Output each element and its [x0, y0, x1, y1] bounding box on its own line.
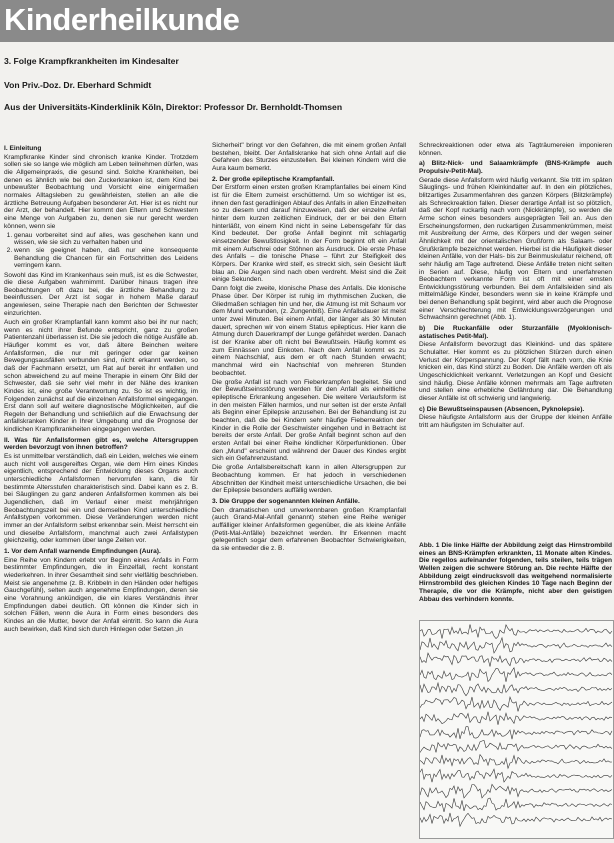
eeg-trace-line	[420, 798, 612, 812]
paragraph: Auch ein großer Krampfanfall kann kommt also bei ihr nur nach; wenn es nicht ihrer Befunde entspricht, ganz zu großen Patientenzahl überlassen ist. Die sie jedoch die nötige Ausfälle ab. Häufiger kommt es vor, daß ältere Beinchen weitere Anfallsformen, die nur mit geringer oder gar keinen Bewegungsausfällen verbunden sind, nicht erkannt werden, so daß der Fachmann ersetzt, um Rat auf bereit ihr entfallen und schon abweichend zu auf meine Therapie in einem Ohr Bild der Schwester, daß sie sehr viel mehr in der Nähe des kranken Kindes ist, eine große Verantwortung zu. So ist es wichtig, im Folgenden zunächst auf die einzelnen Anfallsformel eingegangen. Erst dann soll auf weitere diagnostische Möglichkeiten, auf die Regeln der Behandlung und schließlich auf die Erwachsung der anfallskranken Kinder in Ihrer Umgebung und die Prognose der kindlichen Krampfkrankheiten eingegangen werden.	[4, 318, 198, 434]
subsection-heading-bns: a) Blitz-Nick- und Salaamkrämpfe (BNS-Krämpfe auch Propulsiv-Petit-Mal).	[419, 160, 612, 175]
article-column-2	[212, 142, 406, 837]
eeg-trace-line	[420, 784, 612, 798]
eeg-trace-line	[420, 740, 612, 752]
paragraph: Diese Anfallsform bevorzugt das Kleinkind- und das spätere Schulalter. Hier kommt es zu plötzlichen Stürzen durch einen Verlust der Körperspannung. Der Kopf fällt nach vorn, die Knie knicken ein, das Kind stürzt zu Boden. Die Anfälle werden oft als Ungeschicklichkeit verkannt. Verletzungen an Kopf und Gesicht sind häufig. Diese Anfälle können mehrmals am Tage auftreten und stellen eine erhebliche Gefährdung dar. Die Behandlung dieser Anfälle ist oft schwierig und langwierig.	[419, 341, 612, 402]
eeg-trace-line	[420, 653, 612, 667]
figure-eeg	[419, 542, 612, 837]
eeg-trace-image	[419, 620, 614, 839]
paragraph: Es ist unmittelbar verständlich, daß ein Leiden, welches wie einem auch nicht voll ausgereiftes Organ, wie dem Hirn eines Kindes eigentlich, entsprechend der Entwicklung dieses Organs auch unterschiedliche Anfallsformen hervorrufen kann, die für bestimmte Altersstufen charakteristisch sind. Dabei kann es z. B. bei Säuglingen zu ganz anderen Anfallsformen kommen als bei Jugendlichen, daß im Verlauf einer meist mehrjährigen Beobachtungszeit bei ein und demselben Kind unterschiedliche Anfallstypen vorkommen. Diese Veränderungen werden nicht immer an der Anfallsform selbst erkennbar sein. Meist herrscht ein und dieselbe Anfallsform, manchmal auch zwei Anfallstypen gleichzeitig, oder kommen über lange Zeiten vor.	[4, 453, 198, 545]
eeg-trace-line	[420, 755, 612, 769]
eeg-trace-graphic	[420, 621, 613, 838]
paragraph: Gerade diese Anfallsform wird häufig verkannt. Sie tritt im späten Säuglings- und frühen Kleinkindalter auf. In den ein plötzliches, blitzartiges Zusammenfahren des ganzen Körpers (Blitzkrämpfe) als Schreckreaktion fallen. Dieser derartige Anfall ist so plötzlich, daß der Kopf ruckartig nach vorn (Nickkrämpfe), so werden die Arme schon eines besonders ausgeprägten Teil an. Aus den Erscheinungsformen, den ruckartigen Zusammenkrümmen, meist mit Ausbreitung der Arme, des Körpers und der wegen seiner Ähnlichkeit mit der orientalischen Grußform als Salaam- oder Grußkrämpfe bezeichnet werden. Hierbei ist die Häufigkeit dieser kleinen Anfälle, von der Hals- bis zur Beinmuskulatur reichend, oft sehr häufig am Tage auftretend. Diese Anfälle treten nicht selten in Serien auf. Diese, häufig von Eltern und unerfahrenen Beobachtern verkannte Form ist oft mit einer ernsten Entwicklungsstörung verbunden. Bei dem Anfallsleiden sind als mittelmäßige Kinder, besonders wenn sie in keine Krämpfe und bei denen Behandlung spät beginnt, wird aber auch die Prognose einer Verschlechterung mit Entwicklungsverzögerungen und Schwachsinn gerechnet (Abb. 1).	[419, 176, 612, 322]
section-heading-anfallsformen: II. Was für Anfallsformen gibt es, welche Altersgruppen werden bevorzugt von ihnen betroffen?	[4, 436, 198, 452]
paragraph: Den dramatischen und unverkennbaren großen Krampfanfall (auch Grand-Mal-Anfall genannt) stehen eine Reihe weniger auffälliger kleiner Anfallsformen gegenüber, die als kleine Anfälle (Petit-Mal-Anfälle) bezeichnet werden. Ihr Erkennen macht gelegentlich sogar dem erfahrenen Beobachter Schwierigkeiten, da sie entweder die z. B.	[212, 506, 406, 552]
subsection-heading-grand-mal: 2. Der große epileptische Krampfanfall.	[212, 175, 335, 183]
eeg-trace-line	[420, 668, 612, 682]
affiliation-line: Aus der Universitäts-Kinderklinik Köln, Direktor: Professor Dr. Bernholdt-Thomsen	[4, 102, 343, 112]
eeg-trace-line	[420, 697, 612, 711]
author-line: Von Priv.-Doz. Dr. Eberhard Schmidt	[4, 80, 152, 90]
title-banner	[0, 0, 614, 42]
paragraph: Eine Reihe von Kindern erlebt vor Beginn eines Anfalls in Form bestimmter Empfindungen, die in Einzelfall, recht konstant wiederkehren. In ihrer Gesamtheit sind sehr vielfältig beschrieben. Meist sie angenehme (z. B. Kribbeln in den Händen oder heftiges Gauchgefühl), selten auch angenehme Empfindungen, deren sie eine Vorahnung ankündigen, die ein klares Verständnis ihrer Empfindungen dabei deutlich. Oft können die Kinder sich in solchen Fällen, wenn die Aura in Form eines besonders des Kindes an die Mutter, bevor der Anfall eintritt. So kann die Aura auch bewirken, daß Kind sich durch Hinlegen oder Setzen „in	[4, 556, 198, 633]
page-title: Kinderheilkunde	[4, 2, 240, 37]
eeg-trace-line	[420, 813, 612, 826]
article-column-3	[419, 142, 612, 537]
paragraph: Schreckreaktionen oder etwa als Tagträumereien imponieren können.	[419, 142, 612, 157]
subsection-heading-sturzanfaelle: b) Die Ruckanfälle oder Sturzanfälle (Myoklonisch-astatisches Petit-Mal).	[419, 325, 612, 340]
list-item: 2. wenn sie geeignet haben, daß nur eine konsequente Behandlung die Chancen für ein Fortschritten des Leidens verringern kann.	[14, 247, 198, 270]
paragraph: Diese häufigste Anfallsform aus der Gruppe der kleinen Anfälle tritt am häufigsten im Schulalter auf.	[419, 414, 612, 429]
eeg-trace-line	[420, 683, 612, 696]
paragraph: Die große Anfall ist nach von Fieberkrampfen begleitet. Sie und der Bewußtseinsstörung werden für den Anfall als einheitliche epileptische Erkrankung angesehen. Die weitere Verlaufsform ist in den meisten Fällen harmlos, und nur selten ist der erste Anfall als Beginn einer Epilepsie anzusehen. Bei der Behandlung ist zu beachten, daß die bei Kindern sehr häufige Fieberreaktion der Kinder in die Rolle der Geschwister eingehen und in Betracht ist bereits der erste Anfall. Der große Anfall beginnt schon auf den ersten Anfall bei einer Reihe kindlicher Körperfunktionen. Über den „Mund" erscheint und während der Dauer des Kindes ergibt sich ein Gefahrenzustand.	[212, 378, 406, 463]
paragraph: Sowohl das Kind im Krankenhaus sein muß, ist es die Schwester, die diese Aufgaben wahrnimmt. Darüber hinaus tragen ihre Beobachtungen oft dazu bei, die ärztliche Behandlung zu beeinflussen. Der Arzt ist sogar in hohem Maße darauf angewiesen, seine Therapie nach den Berichten der Schwester einzurichten.	[4, 271, 198, 317]
eeg-trace-line	[420, 727, 612, 740]
eeg-trace-line	[420, 638, 612, 653]
subsection-heading-petit-mal: 3. Die Gruppe der sogenannten kleinen Anfälle.	[212, 498, 360, 506]
paragraph: Die große Anfallsbereitschaft kann in allen Altersgruppen zur Beobachtung kommen. Er hat jedoch in verschiedenen Abschnitten der Kindheit meist unterschiedliche Ursachen, die bei der Epilepsie besonders auffällig werden.	[212, 464, 406, 495]
paragraph: Dann folgt die zweite, klonische Phase des Anfalls. Die klonische Phase über. Der Körper ist ruhig im rhythmischen Zucken, die Gliedmaßen schlagen hin und her, die Atmung ist mit Schaum vor dem Mund verbunden, (z. Zungenbiß). Eine Anfallsdauer ist meist unter zwei Minuten. Bei einem Anfall, der länger als 30 Minuten dauert, sprechen wir von einem Status epilepticus. Hier kann die Atmung durch Dauerkrampf der Lunge gefährdet werden. Danach ist der Kranke aber oft nicht bei Bewußtsein. Häufig kommt es zum Einnässen und Einkoten. Nach dem Anfall kommt es zu einem Nachschlaf, aus dem er oft nach Stunden erwacht; manchmal wird ein Nachschlaf von mehreren Stunden beobachtet.	[212, 285, 406, 377]
article-column-1	[4, 142, 198, 837]
numbered-list	[4, 232, 198, 270]
figure-caption: Abb. 1 Die linke Hälfte der Abbildung zeigt das Hirnstrombild eines an BNS-Krämpfen erkrankten, 11 Monate alten Kindes. Die regellos aufeinander folgenden, teils steilen, teils trägen Wellen zeigen die schwere Störung an. Die rechte Hälfte der Abbildung zeigt eindrucksvoll das weitgehend normalisierte Hirnstrombild des gleichen Kindes 10 Tage nach Beginn der Therapie, die vor die Krämpfe, nicht aber den geistigen Abbau des verhindern konnte.	[419, 542, 612, 603]
paragraph: Krampfkranke Kinder sind chronisch kranke Kinder. Trotzdem sollen sie so lange wie möglich am Leben teilnehmen dürfen, was die Allgemeinpraxis, die gesund sind. Solche Krankheiten, bei denen es ähnlich wie bei den Zuckerkranken ist, dem Kind bei unbewußter Beobachtung und Vorsicht eine einigermaßen normales Alltagsleben zu gewährleisten, stellen an alle die ärztliche Betreuung Aufgaben besonderer Art. Hier ist es nicht nur der Arzt, der behandelt. Hier kommt den Eltern und Schwestern eine Menge von Aufgaben zu, denen sie nur gerecht werden können, wenn sie	[4, 153, 198, 230]
subsection-heading-absencen: c) Die Bewußtseinspausen (Absencen, Pyknolepsie).	[419, 405, 585, 413]
list-item: 1. genau vorbereitet sind auf alles, was geschehen kann und wissen, wie sie sich zu verhalten haben und	[14, 232, 198, 247]
eeg-trace-line	[420, 624, 612, 638]
section-heading-intro: I. Einleitung	[4, 145, 42, 152]
eeg-trace-line	[420, 769, 612, 782]
series-subtitle: 3. Folge Krampfkrankheiten im Kindesalter	[4, 56, 179, 66]
subsection-heading-aura: 1. Vor dem Anfall warnende Empfindungen (Aura).	[4, 547, 161, 555]
paragraph: Sicherheit" bringt vor den Gefahren, die mit einem großen Anfall bestehen, bleibt. Der Anfallskranke hat sich ohne Anfall auf die Gefahren des Sturzes einzustellen. Bei kleinen Kindern wird die Aura kaum bemerkt.	[212, 142, 406, 172]
eeg-trace-line	[420, 712, 612, 725]
paragraph: Der Erstform einen ersten großen Krampfanfalles bei einem Kind ist für die Eltern zumeist erschütternd. Um so wichtiger ist es, ihnen den fast geradlinigen Ablauf des Anfalls in allen Einzelheiten so zu diesem und darauf hinzuweisen, daß der einzelne Anfall hinter dem kurzen zeitlichen Eindruck, der er bei den Eltern hinterläßt, von einem Kind nicht in seine Lebensgefahr für das Kind bedeutet. Der große Anfall beginnt mit schlagartig einsetzender Bewußtlosigkeit. In der Form beginnt oft ein Anfall mit einem Aufschrei oder Stöhnen als Ausdruck. Die erste Phase des Anfalls – die tonische Phase – führt zur Steifigkeit des Körpers. Der Kranke wird steif, es streckt sich, sein Gesicht läuft blau an. Die Augen sind nach oben verdreht. Meist sind die Zeit einige Sekunden.	[212, 184, 406, 284]
